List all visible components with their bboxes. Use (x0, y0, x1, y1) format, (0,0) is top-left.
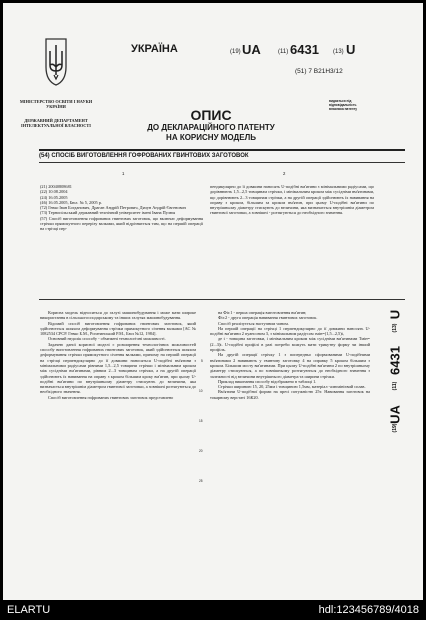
paragraph: На першій операції на стрічці 1 перпендикулярно до її довжини наносять U-подібні вм'ятини 2 пуансоном 3, з мінімальним радіусом rмін=(1,5...2,5)t, (210, 325, 370, 337)
side-ua: UA (387, 405, 403, 424)
paragraph: Задачею даної корисної моделі є розширення технологічних можливостей способу виготовлення гофрованих гвинтових заготовок, який здійснюється шляхом деформування стрічки прямокутного січення валками, причому на першій операції на стрічці перпендикулярно до її довжини наносяться U-подібні вм'ятини з мінімальними радіусами рівними 1,5...2,5 товщини стрічки і мінімальним кроком між сусідніми вм'ятинами, рівним 2...3 товщинам стрічки, а на другій операції здійснюють їх навивання на оправу з кроком більшим кроку вм'ятин, при цьому U-подібні вм'ятини по внутрішньому діаметру стискують до величини, яка визначається внутрішнім діаметром гвинтової заготовки, а зовнішні розтягуються до необхідного значення. (40, 341, 196, 395)
side-code-13: (13) (392, 323, 398, 333)
line-number-10: 10 (199, 389, 203, 393)
side-patent-label (385, 295, 405, 445)
line-number-15: 15 (199, 419, 203, 423)
country-label: УКРАЇНА (131, 43, 178, 55)
paragraph: Приклад виконання способу відображено в таблиці 1. (218, 378, 317, 384)
paragraph: Відомий спосіб виготовлення гофрованих гвинтових заготовок, який здійснюється шляхом деформування стрічки прямокутного січення валками [АС № 1082534 СРСР. Гевко Б.М., Рогатинський Р.М., Бюл №12, 1984]. (40, 320, 196, 337)
doc-subtitle-2: НА КОРИСНУ МОДЕЛЬ (166, 133, 256, 142)
claim-continuation: пендикулярно до її довжини наносять U-подібні вм'ятини з мінімальними радіусами, що дорівнюють 1,5...2,5 товщинам стрічки, і мінімальним кроком між сусідніми вм'ятинами, що дорівнюють 2...3 товщинам стрічки, а на другій операції здійснюють їх навивання на оправу з кроком, більшим за кроком вм'ятин, при цьому U-подібні вм'ятини по внутрішньому діаметру стискують до величини, яка визначається внутрішнім діаметром гвинтової заготовки, а зовнішні - розтягуються до необхідного значення. (210, 184, 374, 216)
biblio-73: (73) Тернопільський державний технічний університет імені Івана Пулюя (40, 210, 176, 216)
ipc-class: (51) 7 В21Н3/12 (295, 68, 343, 75)
side-kind: U (387, 309, 403, 320)
footer-handle: hdl:123456789/4018 (318, 604, 419, 616)
title-rule-bottom (39, 162, 405, 163)
side-number: 6431 (387, 346, 403, 375)
column-number-left: 1 (122, 171, 125, 176)
code-11: (11) (278, 49, 289, 55)
paragraph: Спосіб виготовлення гофрованих гвинтових заготовок представлено (48, 394, 174, 400)
side-code-19: (19) (392, 423, 398, 433)
coat-of-arms-icon (44, 37, 68, 87)
kind-code: U (346, 42, 356, 57)
paragraph: де t - товщина заготовки, і мінімальним кроком між сусідніми вм'ятинами Тмін=(2...3)t. U-подібні профілі в разі потреби можуть мати трикутну форму чи інший профіль. (210, 336, 370, 353)
paragraph: Вм'ятини U-подібної форми на пресі потужністю 25т. Навивання заготовок на токарному верстаті 16К20. (210, 389, 370, 400)
paragraph: На другій операції стрічку 1 з попередньо сформованими U-подібними вм'ятинами 2 навивають у гвинтову заготовку 4 на оправку 5 кроком більшим з кроком. Більшим мосту вм'ятинами. При цьому U-подібні вм'ятини 2 по внутрішньому діаметру стискуються, а по зовнішньому розтягуються до необхідного значення з залежності від величини внутрішнього діаметра та ширини стрічки. (210, 352, 370, 379)
description-left-column (40, 310, 196, 400)
description-right-column (210, 310, 370, 400)
code-13: (13) (333, 49, 344, 55)
paragraph: Корисна модель відноситься до галузі машинобудування і може мати широке використання в сільськогосподарському та інших галузях машинобудування. (40, 310, 196, 321)
doc-subtitle-1: ДО ДЕКЛАРАЦІЙНОГО ПАТЕНТУ (147, 123, 275, 132)
biblio-24: (24) 16.05.2005 (40, 194, 68, 200)
doc-title: ОПИС (190, 107, 232, 123)
title-rule-top (39, 149, 405, 151)
paragraph: Основний недолік способу - обмежені технологічні можливості. (48, 336, 166, 342)
footer-source: ELARTU (7, 604, 51, 616)
ua-code: UA (242, 42, 261, 57)
biblio-22: (22) 10.08.2004 (40, 189, 68, 195)
code-19: (19) (230, 49, 241, 55)
line-number-5: 5 (201, 359, 203, 363)
ministry-label: МІНІСТЕРСТВО ОСВІТИ І НАУКИ УКРАЇНИ (19, 99, 93, 110)
paragraph: Спосіб реалізується наступним чином. (218, 320, 289, 326)
biblio-72: (72) Гевко Іван Богданович, Драган Андрій Петрович, Дячун Андрій Євгенович (40, 205, 186, 211)
stamp-text: видається під відповідальність власника патенту (329, 99, 357, 111)
invention-title: (54) СПОСІБ ВИГОТОВЛЕННЯ ГОФРОВАНИХ ГВИНТОВИХ ЗАГОТОВОК (39, 153, 249, 159)
biblio-57: (57) Спосіб виготовлення гофрованих гвинтових заготовок, що включає деформування стрічки прямокутного перерізу валками, який відрізняється тим, що на першій операції на стрічці пер- (40, 215, 203, 232)
line-number-25: 25 (199, 479, 203, 483)
biblio-block (40, 184, 203, 232)
patent-page (3, 3, 423, 600)
department-label: ДЕРЖАВНИЙ ДЕПАРТАМЕНТ ІНТЕЛЕКТУАЛЬНОЇ ВЛАСНОСТІ (21, 118, 91, 129)
line-number-20: 20 (199, 449, 203, 453)
paragraph: Стрічки шириною 15, 20, 25мм і товщиною 1,5мм, матеріал -алюмінієвий сплав. (218, 384, 366, 390)
patent-number: 6431 (290, 42, 319, 57)
side-code-11: (11) (392, 381, 398, 391)
footer-bar (0, 600, 426, 620)
paragraph: Фіг.2 - друга операція навивання гвинтових заготовок. (218, 315, 318, 321)
column-number-right: 2 (283, 171, 286, 176)
section-rule (39, 299, 405, 300)
paragraph: на Фіг.1 - перша операція виготовлення вм'ятин; (218, 310, 307, 315)
biblio-46: (46) 16.05.2005, Бюл. № 5, 2005 р. (40, 199, 102, 205)
biblio-21: (21) 20040808681 (40, 184, 72, 189)
